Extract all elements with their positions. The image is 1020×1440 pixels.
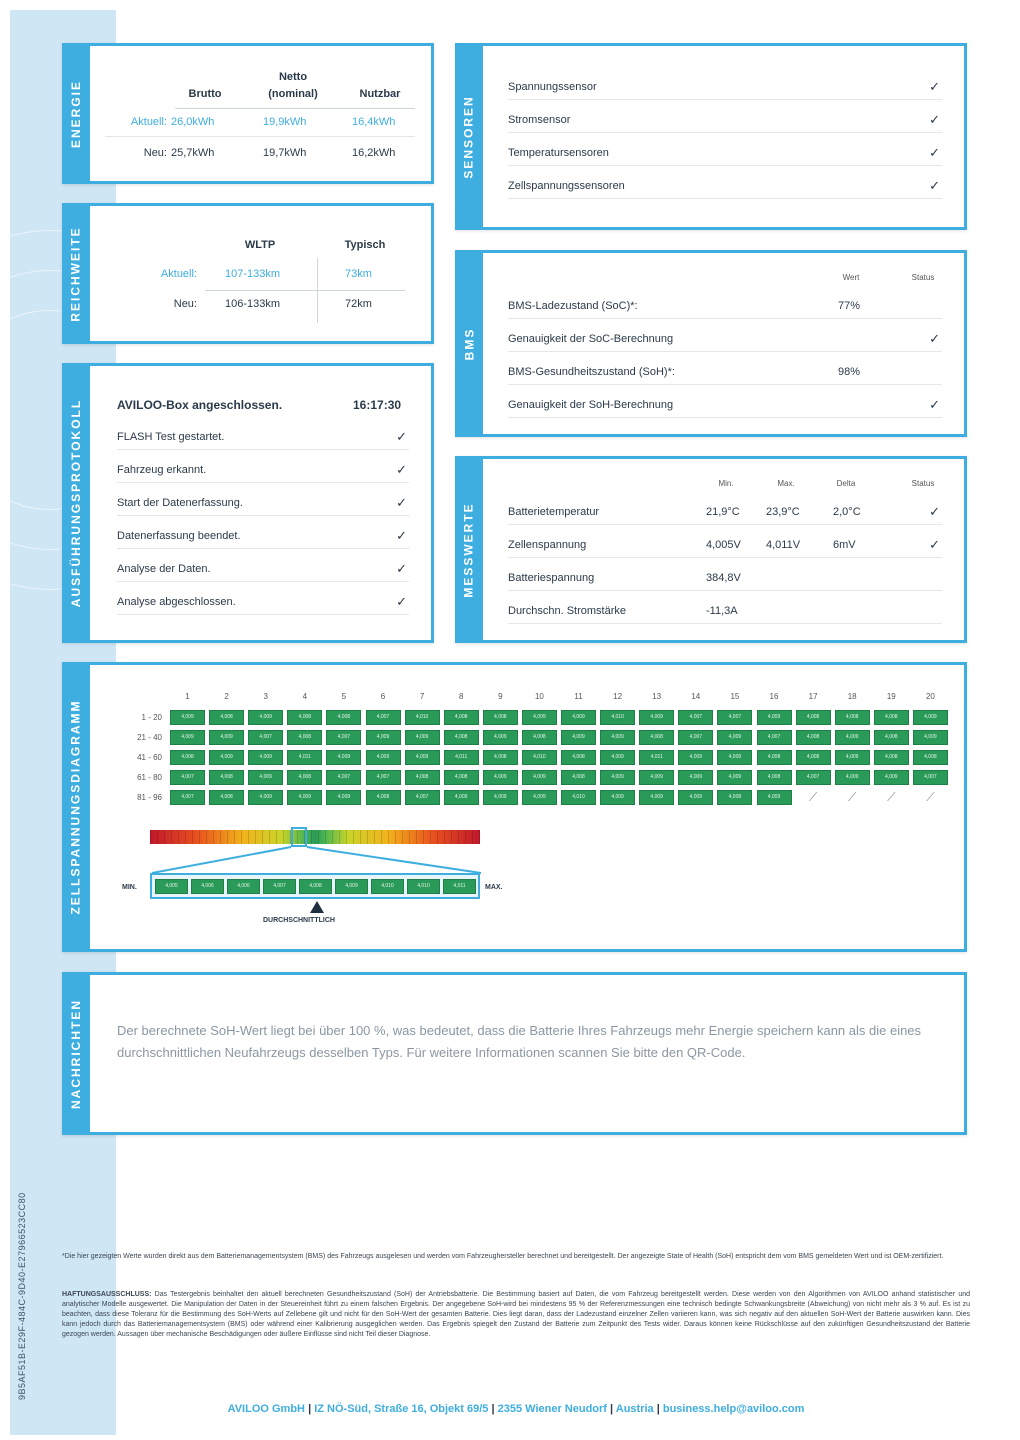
check-icon: ✓ [929, 78, 940, 94]
legend-cells [65, 665, 965, 915]
sensoren-card [455, 43, 967, 230]
legend-cell: 4,006 [191, 879, 224, 894]
cell-voltage: 4,008 [405, 770, 440, 785]
protokoll-item: Datenerfassung beendet. ✓ [117, 523, 409, 549]
grid-column-label: 4 [302, 692, 308, 701]
cell-voltage: 4,009 [248, 750, 283, 765]
cell-voltage: 4,008 [366, 790, 401, 805]
cell-voltage: 4,008 [757, 750, 792, 765]
energie-neu-netto: 19,7kWh [263, 147, 307, 159]
legend-cell: 4,011 [443, 879, 476, 894]
check-icon: ✓ [929, 503, 940, 519]
cell-voltage: 4,007 [366, 770, 401, 785]
check-icon: ✓ [396, 428, 407, 444]
cell-voltage: 4,008 [874, 750, 909, 765]
cell-voltage: 4,009 [639, 710, 674, 725]
cell-voltage: 4,009 [483, 790, 518, 805]
cell-voltage: 4,009 [522, 710, 557, 725]
cell-voltage: 4,009 [600, 790, 635, 805]
cell-voltage: 4,011 [444, 750, 479, 765]
cell-voltage: 4,009 [209, 730, 244, 745]
legend-cell: 4,010 [407, 879, 440, 894]
energie-header-netto: Netto (nominal) [268, 71, 318, 100]
footer-contact: AVILOO GmbH | IZ NÖ-Süd, Straße 16, Objekt 69/5 | 2355 Wiener Neudorf | Austria | business.help@aviloo.com [227, 1403, 805, 1415]
footer-city: 2355 Wiener Neudorf [497, 1403, 607, 1415]
grid-column-label: 18 [847, 692, 857, 701]
energie-header-brutto: Brutto [188, 88, 222, 100]
energie-neu-label: Neu: [143, 147, 167, 159]
cell-voltage: 4,009 [600, 770, 635, 785]
cell-voltage: 4,008 [444, 710, 479, 725]
grid-row-label: 21 - 40 [137, 733, 162, 742]
triangle-up-icon [310, 901, 324, 913]
check-icon: ✓ [929, 396, 940, 412]
bms-header-wert: Wert [842, 273, 860, 282]
grid-column-label: 11 [574, 692, 583, 701]
cell-voltage: 4,008 [326, 710, 361, 725]
empty-cell: ⟋ [808, 790, 818, 804]
messwerte-row: Durchschn. Stromstärke -11,3A [508, 598, 942, 624]
cell-voltage: 4,009 [835, 730, 870, 745]
cell-voltage: 4,007 [913, 770, 948, 785]
reichweite-aktuell-wltp: 107-133km [225, 268, 281, 280]
grid-row-label: 81 - 96 [137, 793, 162, 802]
grid-column-label: 10 [534, 692, 544, 701]
reichweite-row-divider [205, 290, 405, 291]
cell-voltage: 4,009 [483, 770, 518, 785]
reichweite-aktuell-typisch: 73km [345, 268, 372, 280]
energie-tab: ENERGIE [62, 43, 90, 184]
cell-voltage: 4,010 [600, 710, 635, 725]
grid-column-label: 8 [458, 692, 464, 701]
legend-cell: 4,010 [371, 879, 404, 894]
cell-voltage: 4,008 [444, 730, 479, 745]
reichweite-card [62, 203, 434, 344]
cell-voltage: 4,008 [757, 770, 792, 785]
cell-voltage: 4,008 [483, 750, 518, 765]
nachrichten-text: Der berechnete SoH-Wert liegt bei über 100 %, was bedeutet, dass die Batterie Ihres Fahrzeugs mehr Energie speichern kann als die eines durchschnittlichen Neufahrzeugs desselben Typs. Für weitere Informationen scannen Sie bitte den QR-Code. [117, 1023, 922, 1060]
footer-email[interactable]: business.help@aviloo.com [662, 1403, 805, 1415]
cell-voltage: 4,009 [678, 790, 713, 805]
cell-voltage: 4,009 [170, 710, 205, 725]
messwerte-row: Batteriespannung 384,8V [508, 565, 942, 591]
energie-neu-brutto: 25,7kWh [171, 147, 215, 159]
cell-voltage: 4,008 [209, 710, 244, 725]
cell-voltage: 4,007 [405, 790, 440, 805]
cell-voltage: 4,008 [835, 710, 870, 725]
cell-voltage: 4,009 [757, 710, 792, 725]
grid-column-label: 3 [263, 692, 268, 701]
check-icon: ✓ [929, 330, 940, 346]
grid-column-label: 1 [185, 692, 190, 701]
messwerte-header-min: Min. [718, 479, 734, 488]
cell-voltage: 4,009 [835, 770, 870, 785]
energie-header-nutzbar: Nutzbar [359, 88, 401, 100]
reichweite-neu-wltp: 106-133km [225, 298, 281, 310]
energie-row-divider [105, 136, 415, 137]
reichweite-tab: REICHWEITE [62, 203, 90, 344]
cell-voltage: 4,009 [757, 790, 792, 805]
energie-neu-nutzbar: 16,2kWh [352, 147, 396, 159]
grid-column-label: 13 [652, 692, 662, 701]
protokoll-time: 16:17:30 [353, 398, 402, 412]
messwerte-row: Batterietemperatur 21,9°C 23,9°C 2,0°C ✓ [508, 499, 942, 525]
check-icon: ✓ [396, 494, 407, 510]
reichweite-neu-typisch: 72km [345, 298, 372, 310]
cell-voltage: 4,009 [522, 790, 557, 805]
legend-cell: 4,006 [227, 879, 260, 894]
zell-card [62, 662, 967, 952]
cell-voltage: 4,009 [405, 750, 440, 765]
grid-row-label: 41 - 60 [137, 753, 162, 762]
bms-row-soh-accuracy: Genauigkeit der SoH-Berechnung ✓ [508, 392, 942, 418]
grid-column-label: 2 [224, 692, 229, 701]
cell-voltage: 4,008 [561, 770, 596, 785]
protokoll-item: Analyse abgeschlossen. ✓ [117, 589, 409, 615]
cell-voltage: 4,010 [405, 710, 440, 725]
cell-voltage: 4,008 [874, 730, 909, 745]
grid-column-label: 14 [691, 692, 701, 701]
protokoll-item: Start der Datenerfassung. ✓ [117, 490, 409, 516]
reichweite-aktuell-label: Aktuell: [160, 268, 197, 280]
disclaimer [62, 1290, 970, 1340]
min-label: MIN. [122, 884, 137, 891]
cell-voltage: 4,007 [678, 730, 713, 745]
cell-voltage: 4,008 [717, 790, 752, 805]
cell-voltage: 4,008 [287, 710, 322, 725]
reichweite-header-typisch: Typisch [344, 239, 386, 251]
reichweite-header-wltp: WLTP [244, 239, 276, 251]
sensor-item: Spannungssensor ✓ [508, 74, 942, 100]
disclaimer-text: Das Testergebnis beinhaltet den aktuell berechneten Gesundheitszustand (SoH) der Antriebsbatterie. Die Bestimmung basiert auf Daten, die vom Fahrzeug bereitgestellt werden. Diese werden von den Algorithmen von AVILOO anhand statistischer und analytischer Modelle ausgewertet. Die Manipulation der Daten in der Steuereinheit führt zu einem falschen Ergebnis. Der angegebene SoH-wird bei mindestens 95 % der Referenzmessungen eine technisch bedingte Schwankungsbreite (Abweichung) von nicht mehr als 3 % auf. Es ist zu beachten, dass diese Toleranz für die Bestimmung des SoH-Werts auf Zellebene gilt und nicht für den SoH-Wert der gesamten Batterie. Dies liegt daran, dass der Ladezustand einzelner Zellen variieren kann, was sich negativ auf den aktuellen SoH-Wert der Batterie auswirken kann. Dies kann jedoch durch das Batteriemanagementsystem (BMS) oder während einer Kalibrierung ausgeglichen werden. Das Ergebnis spiegelt den Zustand der Batterie zum Zeitpunkt des Tests wider. Daraus können keine Rückschlüsse auf den zukünftigen Gesundheitszustand der Batterie gezogen werden. Aussagen über mechanische Beschädigungen oder äußere Einflüsse sind nicht Teil dieser Diagnose. [62, 1291, 970, 1338]
protokoll-tab: AUSFÜHRUNGSPROTOKOLL [62, 363, 90, 643]
cell-voltage: 4,009 [717, 750, 752, 765]
messwerte-card [455, 456, 967, 643]
cell-voltage: 4,008 [796, 710, 831, 725]
energie-aktuell-netto: 19,9kWh [263, 116, 307, 128]
cell-voltage: 4,009 [248, 770, 283, 785]
messwerte-header-status: Status [911, 479, 935, 488]
cell-voltage: 4,009 [639, 790, 674, 805]
cell-voltage: 4,008 [874, 710, 909, 725]
cell-voltage: 4,007 [326, 770, 361, 785]
grid-column-label: 7 [419, 692, 425, 701]
cell-voltage: 4,008 [287, 770, 322, 785]
grid-row-label: 1 - 20 [141, 713, 162, 722]
cell-voltage: 4,009 [248, 790, 283, 805]
cell-voltage: 4,009 [717, 730, 752, 745]
bms-row-soc-accuracy: Genauigkeit der SoC-Berechnung ✓ [508, 326, 942, 352]
cell-voltage: 4,007 [366, 710, 401, 725]
cell-voltage: 4,007 [796, 770, 831, 785]
check-icon: ✓ [396, 461, 407, 477]
messwerte-row: Zellenspannung 4,005V 4,011V 6mV ✓ [508, 532, 942, 558]
cell-voltage: 4,009 [600, 750, 635, 765]
cell-voltage: 4,008 [522, 730, 557, 745]
cell-voltage: 4,007 [678, 710, 713, 725]
cell-voltage: 4,009 [444, 790, 479, 805]
cell-voltage: 4,008 [639, 730, 674, 745]
cell-voltage: 4,008 [209, 770, 244, 785]
bms-row-soc: BMS-Ladezustand (SoC)*: 77% [508, 293, 942, 319]
sensor-item: Stromsensor ✓ [508, 107, 942, 133]
protokoll-card [62, 363, 434, 643]
grid-column-label: 9 [498, 692, 503, 701]
cell-voltage: 4,010 [522, 750, 557, 765]
zell-tab: ZELLSPANNUNGSDIAGRAMM [62, 662, 90, 952]
messwerte-tab: MESSWERTE [455, 456, 483, 643]
footer-company: AVILOO GmbH [227, 1403, 305, 1415]
avg-label: DURCHSCHNITTLICH [263, 917, 335, 924]
cell-voltage: 4,008 [287, 730, 322, 745]
cell-voltage: 4,009 [678, 750, 713, 765]
cell-voltage: 4,009 [248, 710, 283, 725]
check-icon: ✓ [929, 177, 940, 193]
grid-column-label: 5 [341, 692, 347, 701]
protokoll-item: Analyse der Daten. ✓ [117, 556, 409, 582]
messwerte-header-delta: Delta [836, 479, 856, 488]
bms-row-soh: BMS-Gesundheitszustand (SoH)*: 98% [508, 359, 942, 385]
energie-aktuell-brutto: 26,0kWh [171, 116, 215, 128]
protokoll-item: Fahrzeug erkannt. ✓ [117, 457, 409, 483]
sensoren-tab: SENSOREN [455, 43, 483, 230]
cell-voltage: 4,009 [913, 730, 948, 745]
legend-cell: 4,009 [335, 879, 368, 894]
bms-card [455, 250, 967, 437]
grid-column-label: 15 [730, 692, 740, 701]
cell-voltage: 4,007 [717, 710, 752, 725]
footnote: *Die hier gezeigten Werte wurden direkt aus dem Batteriemanagementsystem (BMS) des Fahrzeugs ausgelesen und werden vom Fahrzeughersteller berechnet und bereitgestellt. Der angezeigte State of Health (SoH) entspricht dem vom BMS gemeldeten Wert und ist OEM-zertifiziert. [62, 1253, 944, 1260]
cell-voltage: 4,009 [366, 750, 401, 765]
empty-cell: ⟋ [847, 790, 857, 804]
cell-voltage: 4,009 [835, 750, 870, 765]
cell-voltage: 4,010 [561, 790, 596, 805]
cell-voltage: 4,009 [287, 790, 322, 805]
messwerte-header-max: Max. [777, 479, 795, 488]
disclaimer-title: HAFTUNGSAUSSCHLUSS: [62, 1291, 152, 1298]
energie-divider [175, 108, 415, 109]
cell-voltage: 4,009 [874, 770, 909, 785]
sensor-item: Temperatursensoren ✓ [508, 140, 942, 166]
check-icon: ✓ [929, 144, 940, 160]
cell-voltage: 4,009 [561, 710, 596, 725]
cell-voltage: 4,009 [561, 730, 596, 745]
cell-voltage: 4,008 [561, 750, 596, 765]
cell-voltage: 4,009 [678, 770, 713, 785]
reichweite-neu-label: Neu: [173, 298, 197, 310]
energie-aktuell-label: Aktuell: [130, 116, 167, 128]
cell-voltage: 4,007 [170, 770, 205, 785]
check-icon: ✓ [396, 593, 407, 609]
cell-voltage: 4,011 [287, 750, 322, 765]
check-icon: ✓ [396, 560, 407, 576]
footer-country: Austria [615, 1403, 654, 1415]
cell-voltage: 4,009 [209, 750, 244, 765]
reichweite-col-divider [317, 258, 318, 323]
grid-column-label: 16 [769, 692, 779, 701]
empty-cell: ⟋ [887, 790, 896, 804]
cell-voltage: 4,007 [757, 730, 792, 745]
bms-tab: BMS [455, 250, 483, 437]
cell-voltage: 4,009 [326, 750, 361, 765]
cell-voltage: 4,009 [522, 770, 557, 785]
cell-voltage: 4,009 [405, 730, 440, 745]
check-icon: ✓ [396, 527, 407, 543]
cell-voltage: 4,008 [209, 790, 244, 805]
max-label: MAX. [485, 884, 503, 891]
cell-voltage: 4,009 [913, 710, 948, 725]
legend-cell: 4,005 [155, 879, 188, 894]
cell-voltage: 4,009 [639, 770, 674, 785]
cell-voltage: 4,009 [366, 730, 401, 745]
energie-card [62, 43, 434, 184]
cell-voltage: 4,008 [796, 730, 831, 745]
legend-cell: 4,008 [299, 879, 332, 894]
nachrichten-card [62, 972, 967, 1135]
cell-voltage: 4,009 [326, 790, 361, 805]
cell-voltage: 4,009 [170, 730, 205, 745]
empty-cell: ⟋ [926, 790, 935, 804]
cell-voltage: 4,009 [483, 730, 518, 745]
grid-row-label: 61 - 80 [137, 773, 162, 782]
check-icon: ✓ [929, 536, 940, 552]
grid-column-label: 19 [886, 692, 896, 701]
cell-voltage: 4,011 [639, 750, 674, 765]
cell-voltage: 4,009 [600, 730, 635, 745]
nachrichten-tab: NACHRICHTEN [62, 972, 90, 1135]
grid-column-label: 20 [925, 692, 935, 701]
check-icon: ✓ [929, 111, 940, 127]
cell-voltage: 4,008 [796, 750, 831, 765]
document-id: 9B5AF51B-E29F-484C-9D40-E27966523CC80 [17, 1192, 27, 1400]
grid-column-label: 6 [380, 692, 386, 701]
footer-address: IZ NÖ-Süd, Straße 16, Objekt 69/5 [314, 1403, 489, 1415]
protokoll-item: FLASH Test gestartet. ✓ [117, 424, 409, 450]
cell-voltage: 4,008 [170, 750, 205, 765]
grid-column-label: 12 [613, 692, 623, 701]
cell-voltage: 4,007 [326, 730, 361, 745]
energie-aktuell-nutzbar: 16,4kWh [352, 116, 396, 128]
cell-voltage: 4,008 [913, 750, 948, 765]
sensor-item: Zellspannungssensoren ✓ [508, 173, 942, 199]
cell-voltage: 4,007 [248, 730, 283, 745]
cell-voltage: 4,008 [483, 710, 518, 725]
legend-cell: 4,007 [263, 879, 296, 894]
bms-header-status: Status [911, 273, 935, 282]
cell-voltage: 4,008 [444, 770, 479, 785]
cell-voltage: 4,007 [170, 790, 205, 805]
cell-voltage: 4,009 [717, 770, 752, 785]
grid-column-label: 17 [808, 692, 818, 701]
protokoll-title: AVILOO-Box angeschlossen. [117, 398, 283, 412]
